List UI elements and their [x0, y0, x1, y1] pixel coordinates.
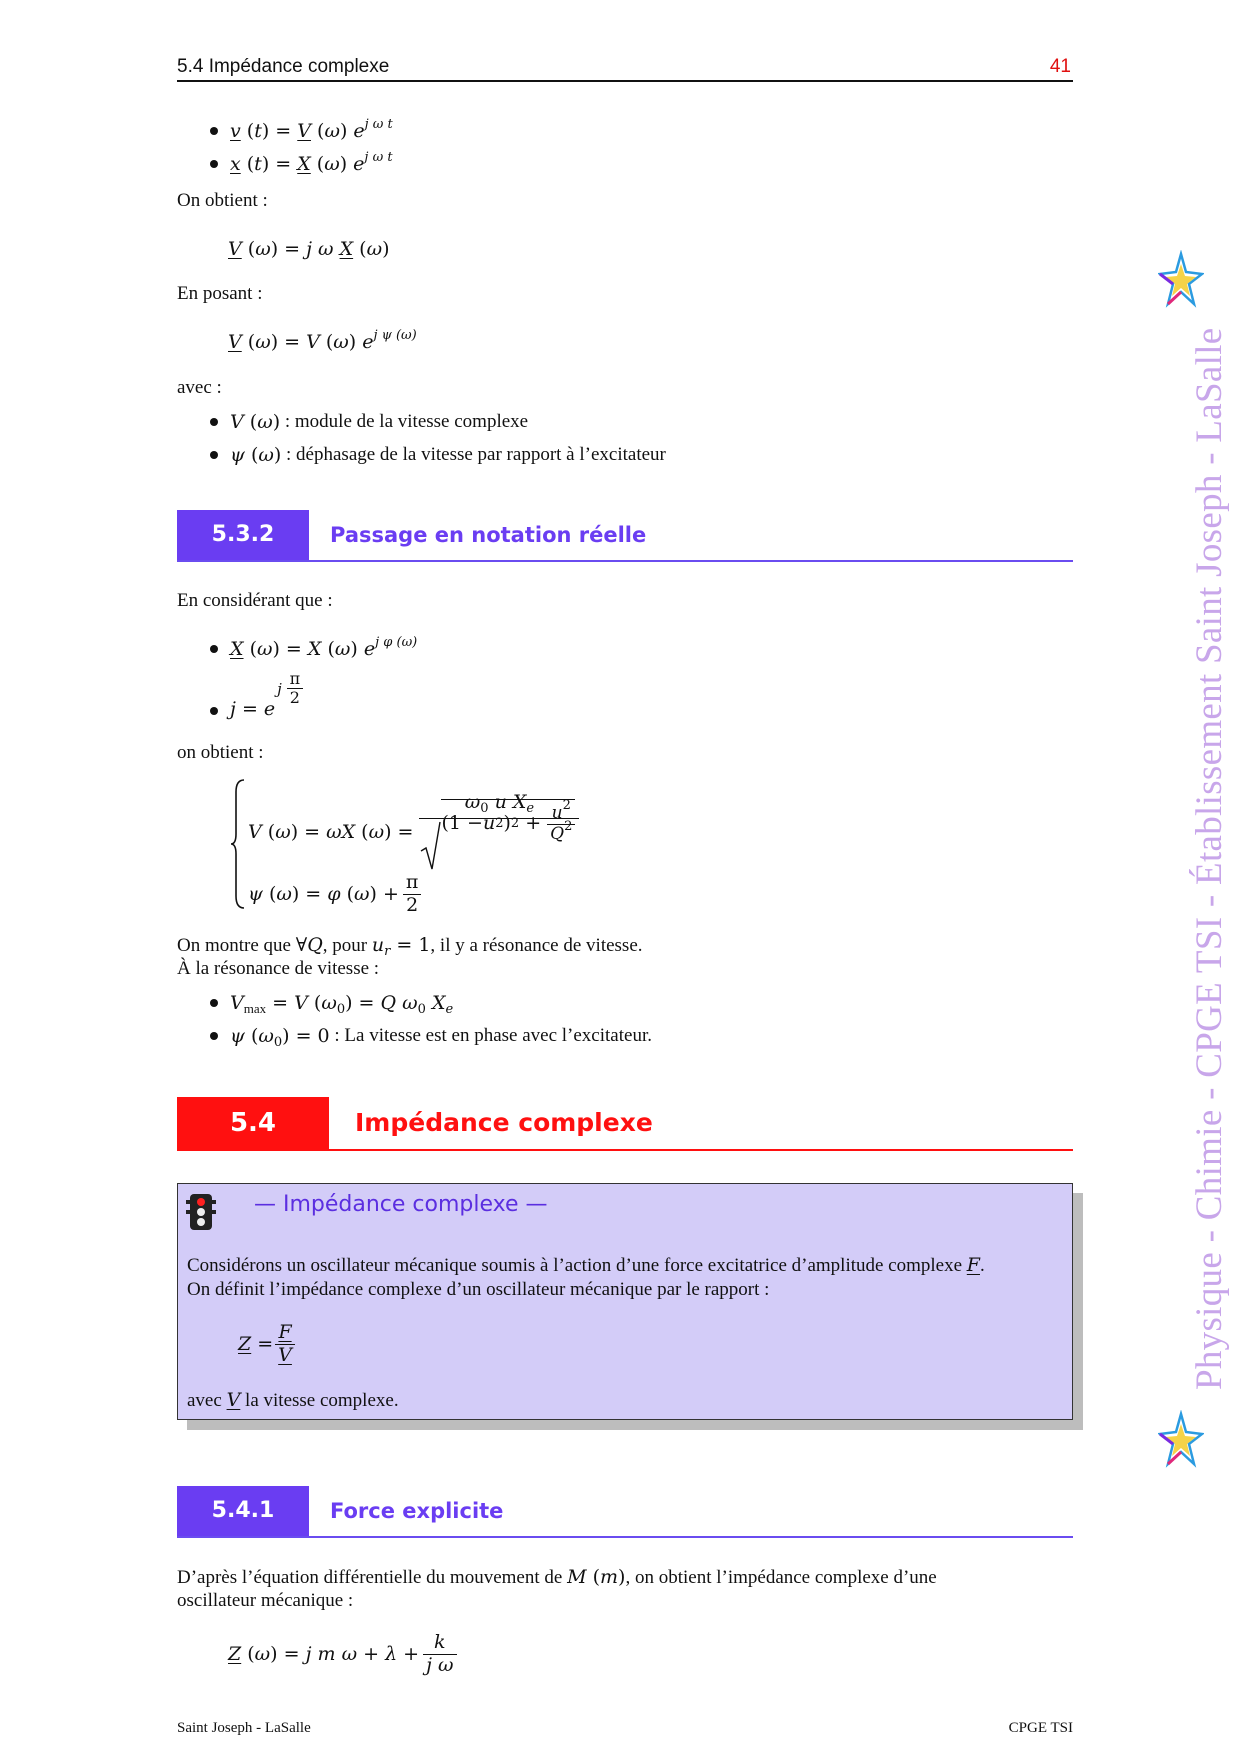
text-montre-c: , il y a résonance de vitesse. — [430, 935, 643, 956]
text-dephasage: : déphasage de la vitesse par rapport à l’excitateur — [286, 444, 666, 465]
text-avec: avec : — [177, 377, 222, 398]
sqrt-sign — [419, 821, 441, 873]
left-brace — [230, 778, 246, 910]
definition-line-3: avec V la vitesse complexe. — [187, 1389, 399, 1411]
definition-line-2: On définit l’impédance complexe d’un oscillateur mécanique par le rapport : — [187, 1279, 770, 1300]
bullet-dot — [210, 707, 218, 715]
header-title: 5.4 Impédance complexe — [177, 56, 390, 77]
page-header — [177, 54, 1073, 82]
equation-z-def: Z = $\frac{F}{V}$ — [238, 1322, 295, 1367]
text-resonance: À la résonance de vitesse : — [177, 958, 380, 979]
subsection-title: Passage en notation réelle — [330, 523, 647, 547]
footer-left: Saint Joseph - LaSalle — [177, 1720, 311, 1736]
traffic-light-icon — [186, 1192, 216, 1232]
text-module: : module de la vitesse complexe — [284, 411, 529, 432]
text-montre-a: On montre que — [177, 935, 296, 956]
equation-vmax: $V_{max} = V$ $(\omega_0) = Q$ $\omega_0$ $X_e$ — [210, 992, 453, 1014]
bullet-dot — [210, 451, 218, 459]
page-number: 41 — [1049, 56, 1071, 77]
equation-velocity-time: v (t) = V (ω) $e^{j \omega t}$ — [210, 120, 393, 142]
bullet-dot — [210, 1032, 218, 1040]
bullet-dot — [210, 999, 218, 1007]
equation-system — [230, 778, 590, 916]
bullet-psi-zero: ψ $(\omega_0) = 0$ : La vitesse est en phase avec l’excitateur. — [210, 1025, 652, 1047]
text-equation-diff: D’après l’équation différentielle du mouvement de M (m), on obtient l’impédance complexe d’une — [177, 1566, 937, 1588]
definition-box — [177, 1183, 1073, 1420]
text-oscillateur: oscillateur mécanique : — [177, 1590, 354, 1611]
section-title: Impédance complexe — [355, 1108, 653, 1137]
definition-text-1: Considérons un oscillateur mécanique soumis à l’action d’une force excitatrice d’amplitude complexe — [187, 1255, 967, 1276]
equation-z-omega: Z (ω) = j m ω + λ + $\frac{k}{\text{j ω}}$ — [228, 1632, 457, 1677]
text-montre-b: , pour — [322, 935, 372, 956]
text-on-obtient-2: on obtient : — [177, 742, 264, 763]
equation-psi-real: ψ (ω) = φ (ω) + $\frac{\pi}{2}$ — [248, 872, 421, 917]
subsection-number: 5.3.2 — [177, 510, 309, 560]
equation-v-jomega-x: V (ω) = j ω X (ω) — [228, 238, 390, 260]
bullet-module: V (ω) : module de la vitesse complexe — [210, 411, 528, 433]
bullet-dephasage: ψ (ω) : déphasage de la vitesse par rapport à l’excitateur — [210, 444, 666, 466]
subsection-title: Force explicite — [330, 1499, 504, 1523]
text-avec-v: avec — [187, 1390, 227, 1411]
equation-j-exp: j = e j $\frac{\pi}{2}$ — [210, 670, 303, 722]
lasalle-logo-icon — [1158, 1410, 1204, 1468]
definition-title: — Impédance complexe — — [254, 1192, 548, 1217]
text-montre: On montre que ∀Q, pour $u_r = 1$, il y a résonance de vitesse. — [177, 934, 643, 959]
lasalle-logo-icon — [1158, 250, 1204, 308]
text-considerant: En considérant que : — [177, 590, 333, 611]
text-phase: : La vitesse est en phase avec l’excitateur. — [334, 1025, 652, 1046]
footer-right: CPGE TSI — [1008, 1720, 1073, 1736]
text-vitesse: la vitesse complexe. — [240, 1390, 399, 1411]
text-diff-b: , on obtient l’impédance complexe d’une — [625, 1567, 937, 1588]
bullet-dot — [210, 127, 218, 135]
text-en-posant: En posant : — [177, 283, 263, 304]
equation-position-time: x (t) = X (ω) $e^{j \omega t}$ — [210, 153, 393, 175]
side-vertical-text: Physique - Chimie - CPGE TSI - Établissement Saint Joseph - LaSalle — [1189, 327, 1230, 1390]
section-number: 5.4 — [177, 1097, 329, 1149]
text-on-obtient: On obtient : — [177, 190, 268, 211]
subsection-banner-5-4-1 — [177, 1486, 1073, 1538]
section-banner-5-4 — [177, 1097, 1073, 1151]
bullet-dot — [210, 645, 218, 653]
equation-v-real: V (ω) = ωX (ω) = $\omega_0$ u $X_e$ (1 − u 2 ) 2 + $\frac{u^2}{Q^2}$ — [248, 792, 579, 873]
definition-line-1: Considérons un oscillateur mécanique soumis à l’action d’une force excitatrice d’amplitude complexe F. — [187, 1254, 985, 1276]
equation-v-module-phase: V (ω) = V (ω) $e^{j \psi (\omega)}$ — [228, 328, 417, 353]
bullet-dot — [210, 418, 218, 426]
text-diff-a: D’après l’équation différentielle du mouvement de — [177, 1567, 568, 1588]
bullet-dot — [210, 160, 218, 168]
subsection-banner-5-3-2 — [177, 510, 1073, 562]
subsection-number: 5.4.1 — [177, 1486, 309, 1536]
equation-x-complex: X (ω) = X (ω) $e^{j \varphi (\omega)}$ — [210, 638, 417, 660]
